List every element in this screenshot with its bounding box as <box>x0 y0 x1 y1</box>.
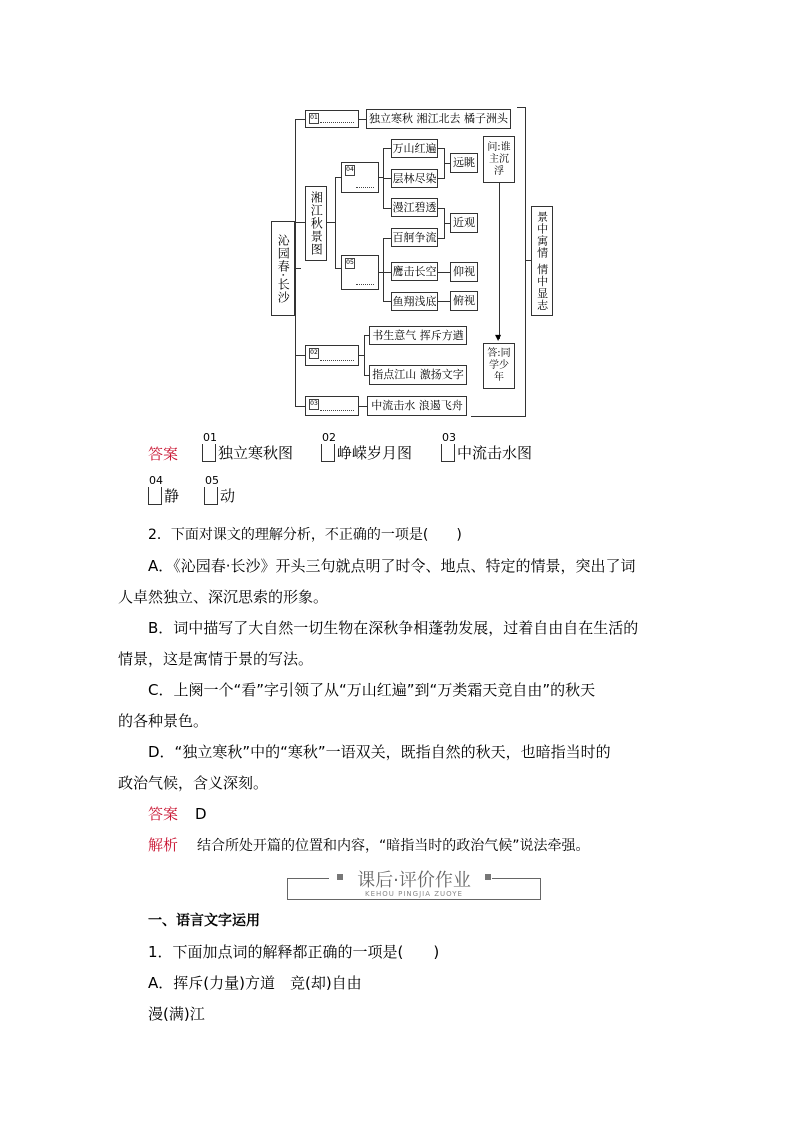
branch-line <box>383 301 391 302</box>
question2-option-d: D．“独立寒秋”中的“寒秋”一语双关，既指自然的秋天，也暗指当时的 <box>148 743 611 761</box>
bracket-line <box>517 107 525 108</box>
branch-line <box>383 238 391 239</box>
summary-box <box>531 206 553 316</box>
answer-number: 05 <box>205 473 219 487</box>
view-label-text: 近观 <box>453 216 475 230</box>
scene-item-text: 鹰击长空 <box>392 264 437 278</box>
branch-line <box>327 222 335 223</box>
arrow-line <box>499 183 500 339</box>
ask-text: 问:谁主沉浮 <box>487 141 511 177</box>
blank-slot-02 <box>305 345 359 366</box>
answer-text: 静 <box>164 487 180 505</box>
lower-row-text: 书生意气 挥斥方遒 <box>372 328 464 342</box>
branch-line <box>359 406 367 407</box>
banner-top-line-left <box>287 878 329 879</box>
trunk-line <box>295 119 296 406</box>
branch-line <box>383 208 391 209</box>
summary-text: 景中寓情 情中显志 <box>535 210 549 312</box>
banner-top-line-right <box>492 878 541 879</box>
view-label <box>450 213 478 233</box>
banner-dot-right-icon <box>485 874 491 880</box>
branch-line <box>383 178 391 179</box>
answer-text: 独立寒秋图 <box>218 444 294 462</box>
answer-item-05 <box>204 473 236 506</box>
section-heading: 一、语言文字运用 <box>148 913 260 929</box>
branch-line <box>295 119 305 120</box>
banner-dot-left-icon <box>337 874 343 880</box>
answer-number: 02 <box>322 430 336 444</box>
answer-number-box <box>204 473 219 505</box>
slot-number: 01 <box>309 113 319 124</box>
scene-item-text: 百舸争流 <box>392 230 437 244</box>
scene-label: 湘江秋景图 <box>309 191 324 256</box>
scene-item-text: 鱼翔浅底 <box>392 294 437 308</box>
view-label <box>450 153 478 173</box>
question1-stem: 1．下面加点词的解释都正确的一项是( ) <box>148 943 440 961</box>
answer-number: 01 <box>203 430 217 444</box>
branch-line <box>383 148 391 149</box>
scene-item-text: 层林尽染 <box>392 171 437 185</box>
banner-title: 课后·评价作业 <box>357 870 471 891</box>
bracket-line <box>525 107 526 417</box>
scene-item <box>391 292 438 311</box>
scene-item <box>391 198 438 217</box>
question2-answer-label: 答案 <box>148 805 179 823</box>
scene-item <box>391 169 438 188</box>
answer-number: 03 <box>442 430 456 444</box>
question1-option-a-cont: 漫(满)江 <box>148 1005 205 1023</box>
branch-line <box>295 355 305 356</box>
row1-text: 独立寒秋 湘江北去 橘子洲头 <box>369 112 508 126</box>
scene-box <box>305 186 327 261</box>
blank-slot-01 <box>305 110 359 128</box>
row1-box <box>366 109 511 129</box>
banner-left-edge <box>287 878 288 900</box>
slot-number: 04 <box>345 165 355 176</box>
answer-number-box <box>148 473 163 505</box>
scene-item <box>391 139 438 158</box>
question2-analysis: 结合所处开篇的位置和内容，“暗指当时的政治气候”说法牵强。 <box>197 838 590 854</box>
view-label-text: 俯视 <box>453 294 475 308</box>
scene-item <box>391 262 438 281</box>
banner-subtitle: KEHOU PINGJIA ZUOYE <box>365 890 463 898</box>
blank-slot-05 <box>341 255 379 290</box>
section-banner <box>287 866 541 900</box>
branch-line <box>438 301 450 302</box>
branch-line <box>335 177 336 269</box>
slot-number: 05 <box>345 258 355 269</box>
answer-number-box <box>202 430 217 462</box>
scene-item-text: 万山红遍 <box>392 141 437 155</box>
lower-row-box <box>369 326 467 345</box>
blank-slot-04 <box>341 162 379 193</box>
slot-number: 03 <box>309 399 319 410</box>
bracket-line <box>471 416 526 417</box>
question2-stem: 2．下面对课文的理解分析，不正确的一项是( ) <box>148 527 462 543</box>
scene-item-text: 漫江碧透 <box>392 200 437 214</box>
question2-option-b: B．词中描写了大自然一切生物在深秋争相蓬勃发展，过着自由自在生活的 <box>148 619 639 637</box>
root-connector <box>295 268 301 269</box>
question2-option-a-cont: 人卓然独立、深沉思索的形象。 <box>118 588 329 606</box>
answer-item-01 <box>202 430 294 463</box>
blank-slot-03 <box>305 396 359 416</box>
branch-line <box>383 238 384 302</box>
lower-row-text: 指点江山 激扬文字 <box>372 368 464 382</box>
branch-line <box>364 335 365 376</box>
question2-option-a: A．《沁园春·长沙》开头三句就点明了时令、地点、特定的情景，突出了词 <box>148 557 636 575</box>
view-label <box>450 291 478 311</box>
question2-option-c: C．上阕一个“看”字引领了从“万山红遍”到“万类霜天竞自由”的秋天 <box>148 681 596 699</box>
banner-right-edge <box>540 878 541 900</box>
question2-answer: D <box>195 805 207 823</box>
lower-row-text: 中流击水 浪遏飞舟 <box>371 399 463 413</box>
branch-line <box>438 272 450 273</box>
answer-label: 答案 <box>148 445 179 463</box>
answer-text: 中流击水图 <box>457 444 533 462</box>
scene-item <box>391 228 438 247</box>
question2-option-d-cont: 政治气候，含义深刻。 <box>118 774 269 792</box>
answer-box <box>483 343 515 389</box>
answer-item-04 <box>148 473 180 506</box>
ask-box <box>483 136 515 183</box>
branch-line <box>295 406 305 407</box>
answer-text: 答:同学少年 <box>487 348 511 383</box>
view-label-text: 远眺 <box>453 156 475 170</box>
answer-item-02 <box>321 430 413 463</box>
answer-number-box <box>441 430 456 462</box>
diagram-root-label: 沁园春·长沙 <box>276 233 291 304</box>
question2-analysis-label: 解析 <box>148 836 179 854</box>
banner-bottom-line <box>287 899 541 900</box>
answer-item-03 <box>441 430 533 463</box>
answer-number-box <box>321 430 336 462</box>
arrow-head-icon: ▼ <box>495 333 502 342</box>
slot-number: 02 <box>309 348 319 359</box>
answer-text: 动 <box>220 487 236 505</box>
question2-option-b-cont: 情景，这是寓情于景的写法。 <box>118 650 314 668</box>
answer-number: 04 <box>149 473 163 487</box>
diagram-root-box <box>271 221 295 316</box>
view-label-text: 仰视 <box>453 265 475 279</box>
view-label <box>450 262 478 282</box>
structure-diagram <box>0 0 794 430</box>
branch-line <box>295 222 305 223</box>
lower-row-box <box>369 365 467 385</box>
branch-line <box>383 272 391 273</box>
question2-option-c-cont: 的各种景色。 <box>118 712 209 730</box>
question1-option-a: A．挥斥(力量)方道 竞(却)自由 <box>148 974 362 992</box>
lower-row-box <box>367 396 467 416</box>
answer-text: 峥嵘岁月图 <box>337 444 413 462</box>
